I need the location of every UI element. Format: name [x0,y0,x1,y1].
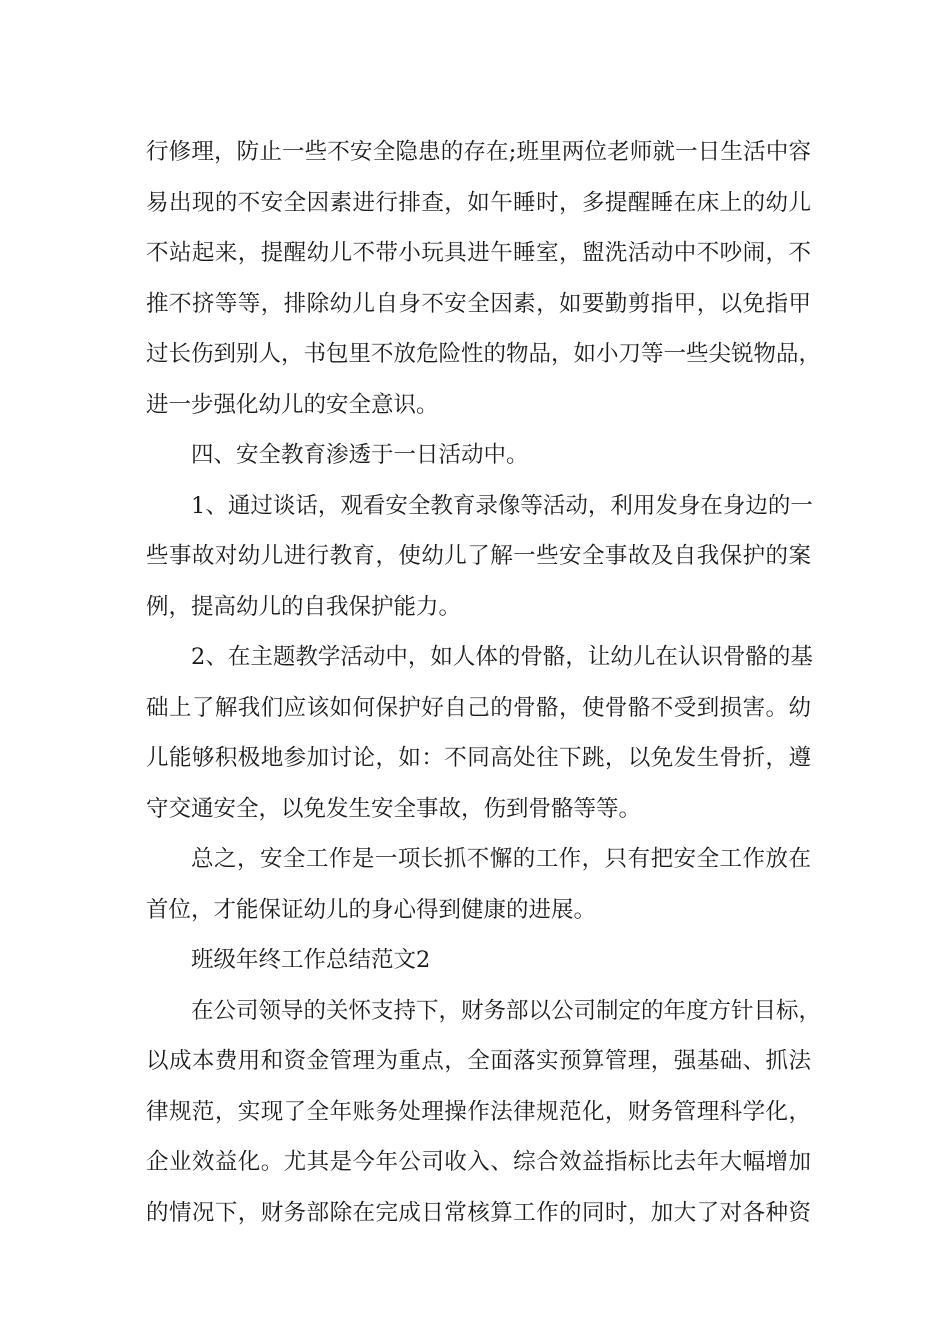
text-line: 例，提高幼儿的自我保护能力。 [146,593,462,620]
text-line: 在公司领导的关怀支持下，财务部以公司制定的年度方针目标， [191,997,822,1024]
text-line: 的情况下，财务部除在完成日常核算工作的同时，加大了对各种资 [146,1199,811,1226]
text-line: 以成本费用和资金管理为重点，全面落实预算管理，强基础、抓法 [146,1048,811,1074]
paragraph-item-one [146,481,811,633]
text-line: 进一步强化幼儿的安全意识。 [146,391,439,418]
text-line: 2、在主题教学活动中，如人体的骨骼，让幼儿在认识骨骼的基 [191,644,813,670]
paragraph-item-two [146,632,811,834]
text-line: 总之，安全工作是一项长抓不懈的工作，只有把安全工作放在 [191,846,811,872]
section-title-sample-2 [146,935,811,986]
text-line: 不站起来，提醒幼儿不带小玩具进午睡室，盥洗活动中不吵闹，不 [146,240,811,266]
text-line: 守交通安全，以免发生安全事故，伤到骨骼等等。 [146,795,642,822]
text-line: 础上了解我们应该如何保护好自己的骨骼，使骨骼不受到损害。幼 [146,694,811,721]
document-body [146,127,822,1238]
text-line: 企业效益化。尤其是今年公司收入、综合效益指标比去年大幅增加 [146,1149,811,1175]
text-line: 易出现的不安全因素进行排查，如午睡时，多提醒睡在床上的幼儿 [146,189,811,216]
paragraph-safety-checks [146,127,822,430]
text-line: 1、通过谈话，观看安全教育录像等活动，利用发身在身边的一 [191,492,813,519]
section-heading-four [146,430,811,481]
text-line: 四、安全教育渗透于一日活动中。 [191,442,529,468]
text-line: 班级年终工作总结范文2 [191,947,431,973]
paragraph-summary [146,834,811,935]
text-line: 行修理，防止一些不安全隐患的存在;班里两位老师就一日生活中容 [146,139,811,165]
text-line: 推不挤等等，排除幼儿自身不安全因素，如要勤剪指甲，以免指甲 [146,290,811,317]
paragraph-finance [146,986,822,1239]
text-line: 儿能够积极地参加讨论，如：不同高处往下跳，以免发生骨折，遵 [146,745,811,771]
text-line: 律规范，实现了全年账务处理操作法律规范化，财务管理科学化， [146,1098,811,1125]
text-line: 过长伤到别人，书包里不放危险性的物品，如小刀等一些尖锐物品， [146,341,822,367]
text-line: 首位，才能保证幼儿的身心得到健康的进展。 [146,896,597,923]
text-line: 些事故对幼儿进行教育，使幼儿了解一些安全事故及自我保护的案 [146,543,811,569]
